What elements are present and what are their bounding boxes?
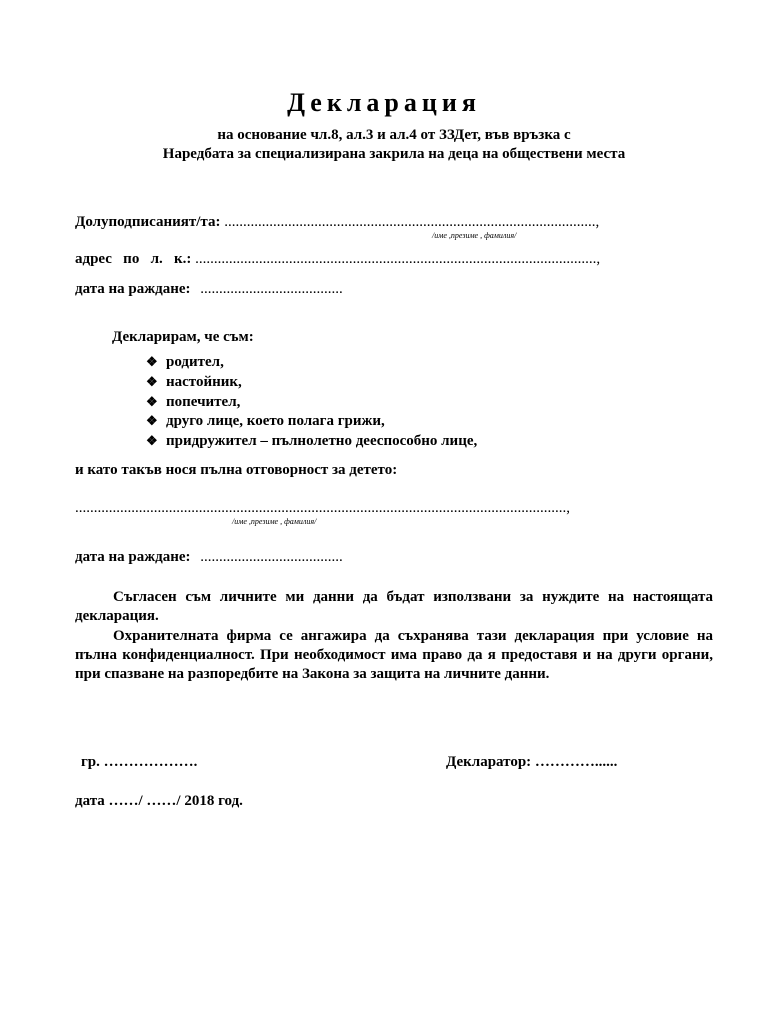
option-label-companion: придружител – пълнолетно дееспособно лице, — [166, 433, 478, 449]
consent-paragraph-2: Охранителната фирма се ангажира да съхранява тази декларация при условие на пълна конфиденциалност. При необходимост има право да я предоставя и на други органи, при спазване на разпоредбите на Закона за защита на личните данни. — [75, 628, 713, 682]
diamond-bullet-icon: ❖ — [146, 433, 158, 448]
date-field[interactable]: дата ……/ ……/ 2018 год. — [75, 793, 243, 809]
diamond-bullet-icon: ❖ — [146, 413, 158, 428]
address-label: адрес по л. к.: — [75, 251, 192, 267]
child-name-hint: /име ,презиме , фамилия/ — [232, 517, 317, 526]
subtitle-line-1: на основание чл.8, ал.3 и ал.4 от ЗЗДет, във връзка с — [217, 127, 571, 143]
child-dob-field[interactable]: ...................................... — [200, 549, 343, 565]
declarant-dob-field[interactable]: ...................................... — [200, 281, 343, 297]
diamond-bullet-icon: ❖ — [146, 354, 158, 369]
subtitle-line-2: Наредбата за специализирана закрила на деца на обществени места — [162, 146, 626, 162]
declarant-name-hint: /име ,презиме , фамилия/ — [432, 231, 517, 240]
option-item — [146, 373, 242, 391]
diamond-bullet-icon: ❖ — [146, 394, 158, 409]
option-item — [146, 412, 385, 430]
city-field[interactable]: гр. ………………. — [81, 754, 198, 770]
option-label-trustee: попечител, — [166, 394, 241, 410]
declarant-name-field[interactable]: ..................................................................................................., — [224, 214, 600, 230]
child-name-field[interactable]: ..................................................................................................................................., — [75, 500, 570, 516]
responsibility-text: и като такъв нося пълна отговорност за детето: — [75, 462, 398, 478]
declarant-dob-label: дата на раждане: — [75, 281, 191, 297]
option-label-guardian: настойник, — [166, 374, 242, 390]
declarant-label: Долуподписаният/та: — [75, 214, 221, 230]
declaration-intro: Декларирам, че съм: — [112, 329, 254, 345]
option-item — [146, 353, 224, 371]
diamond-bullet-icon: ❖ — [146, 374, 158, 389]
consent-paragraph-1: Съгласен съм личните ми данни да бъдат използвани за нуждите на настоящата декларация. — [75, 589, 713, 624]
option-label-caregiver: друго лице, което полага грижи, — [166, 413, 385, 429]
child-dob-row — [75, 548, 343, 566]
address-row — [75, 250, 600, 268]
document-title: Декларация — [287, 88, 481, 117]
option-item — [146, 393, 240, 411]
child-dob-label: дата на раждане: — [75, 549, 191, 565]
declarator-signature-field[interactable]: Декларатор: …………...... — [446, 754, 618, 770]
declarant-dob-row — [75, 280, 343, 298]
option-item — [146, 432, 477, 450]
option-label-parent: родител, — [166, 354, 224, 370]
declarant-name-row — [75, 213, 599, 231]
address-field[interactable]: ..........................................................................................................., — [195, 251, 601, 267]
